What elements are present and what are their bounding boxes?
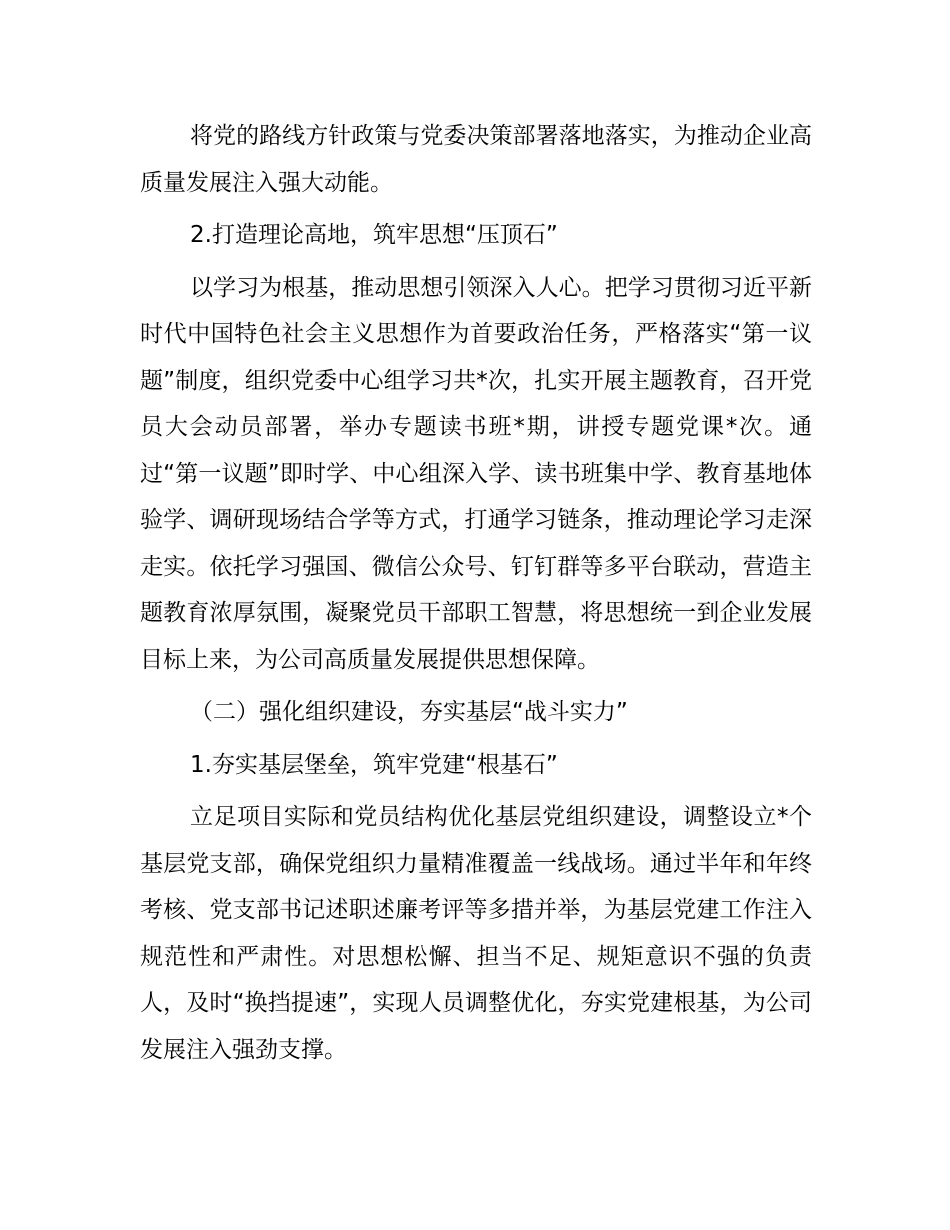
section-heading-2: （二）强化组织建设，夯实基层“战斗实力” <box>190 699 628 725</box>
subheading-1: 1.夯实基层堡垒，筑牢党建“根基石” <box>190 751 558 778</box>
subheading-2: 2.打造理论高地，筑牢思想“压顶石” <box>190 222 558 248</box>
document-body <box>140 113 812 1079</box>
paragraph-6: 立足项目实际和党员结构优化基层党组织建设，调整设立*个基层党支部，确保党组织力量精准覆盖一线战场。通过半年和年终考核、党支部书记述职述廉考评等多措并举，为基层党建工作注入规范性和严肃性。对思想松懈、担当不足、规矩意识不强的负责人，及时“换挡提速”，实现人员调整优化，夯实党建根基，为公司发展注入强劲支撑。 <box>140 804 812 1063</box>
paragraph-1: 将党的路线方针政策与党委决策部署落地落实，为推动企业高质量发展注入强大动能。 <box>140 123 812 196</box>
paragraph-3: 以学习为根基，推动思想引领深入人心。把学习贯彻习近平新时代中国特色社会主义思想作为首要政治任务，严格落实“第一议题”制度，组织党委中心组学习共*次，扎实开展主题教育，召开党员大会动员部署，举办专题读书班*期，讲授专题党课*次。通过“第一议题”即时学、中心组深入学、读书班集中学、教育基地体验学、调研现场结合学等方式，打通学习链条，推动理论学习走深走实。依托学习强国、微信公众号、钉钉群等多平台联动，营造主题教育浓厚氛围，凝聚党员干部职工智慧，将思想统一到企业发展目标上来，为公司高质量发展提供思想保障。 <box>140 274 812 673</box>
